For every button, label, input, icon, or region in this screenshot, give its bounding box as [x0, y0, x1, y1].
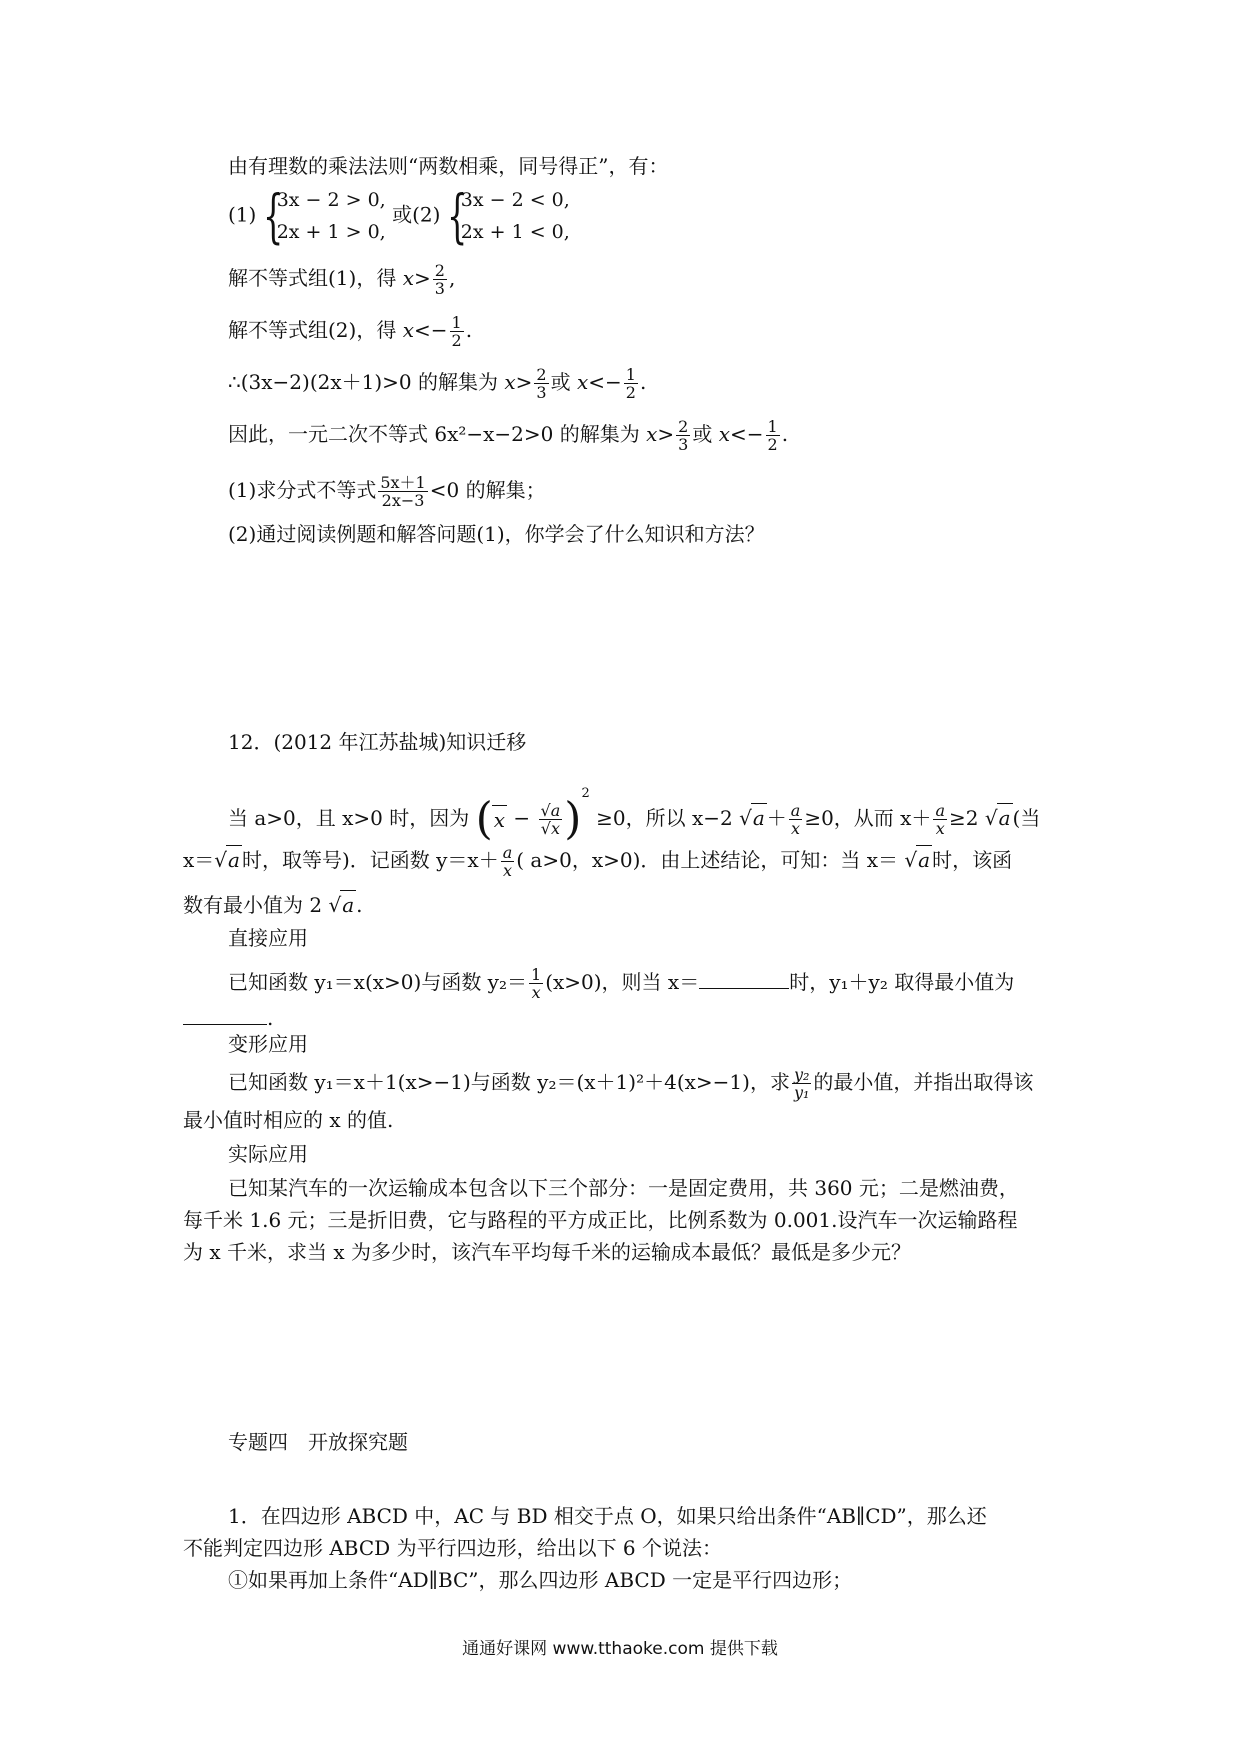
- topic4-q1-line3: ①如果再加上条件“AD∥BC”，那么四边形 ABCD 一定是平行四边形；: [228, 1568, 853, 1592]
- practical-line-3: 为 x 千米，求当 x 为多少时，该汽车平均每千米的运输成本最低？最低是多少元？: [183, 1240, 911, 1264]
- transform-line-1: 已知函数 y₁＝x＋1(x>−1)与函数 y₂＝(x＋1)²＋4(x>−1)，求 $\frac{\text{y₂}}{\text{y₁}}$ 的最小值，并指出取得该: [228, 1065, 1034, 1102]
- topic4-title: 专题四 开放探究题: [228, 1430, 408, 1454]
- hence-text: 因此，一元二次不等式 6x²−x−2>0 的解集为: [228, 422, 640, 446]
- question-1: [228, 474, 546, 509]
- section-direct: 直接应用: [228, 926, 308, 950]
- intro-line: 由有理数的乘法法则“两数相乘，同号得正”，有：: [228, 154, 669, 178]
- section-transform: 变形应用: [228, 1032, 308, 1056]
- solve1-text: 解不等式组(1)，得: [228, 266, 397, 290]
- fraction-1-2: $\frac{1}{2}$: [451, 313, 462, 350]
- inequality-systems: [228, 184, 570, 248]
- fraction-sqrt-a-over-sqrt-x: $\frac{√a}{√x}$: [540, 801, 561, 838]
- solve-line-2: 解不等式组(2)，得 x<− $\frac{1}{2}$ .: [228, 313, 473, 350]
- fraction-2-3: $\frac{2}{3}$: [434, 261, 445, 298]
- therefore-text: ∴(3x−2)(2x＋1)>0 的解集为: [228, 370, 498, 394]
- q1-prefix: (1)求分式不等式: [228, 478, 377, 502]
- paren-open: (: [475, 793, 493, 845]
- p12-line-2: x＝√a 时，取等号)．记函数 y＝x＋ $\frac{a}{x}$ ( a>0，x>0)．由上述结论，可知：当 x＝ √a 时，该函: [183, 843, 1013, 880]
- problem12-title: 12．(2012 年江苏盐城)知识迁移: [228, 730, 527, 754]
- practical-line-2: 每千米 1.6 元；三是折旧费，它与路程的平方成正比，比例系数为 0.001.设汽车一次运输路程: [183, 1208, 1018, 1232]
- therefore-line: ∴(3x−2)(2x＋1)>0 的解集为 x> $\frac{2}{3}$ 或 x<− $\frac{1}{2}$ .: [228, 365, 647, 402]
- answer-blank-2[interactable]: [183, 1004, 267, 1025]
- p12-line-3: 数有最小值为 2 √a .: [183, 890, 363, 919]
- solve-line-1: 解不等式组(1)，得 x> $\frac{2}{3}$ ,: [228, 261, 456, 298]
- sqrt-x: x: [492, 805, 507, 834]
- system2-row1: 3x − 2 < 0,: [460, 189, 570, 211]
- solve2-text: 解不等式组(2)，得: [228, 318, 397, 342]
- answer-blank-1[interactable]: [699, 968, 789, 989]
- question-2: (2)通过阅读例题和解答问题(1)，你学会了什么知识和方法？: [228, 522, 765, 546]
- brace-icon: {: [262, 182, 284, 250]
- p12-line-1: 当 a>0，且 x>0 时，因为 (x − $\frac{√a}{√x}$ )$^2$ ≥0，所以 x−2 √a ＋ $\frac{a}{x}$ ≥0，从而 x＋ $\frac{a}{x}$ ≥2 √a (当: [228, 786, 1041, 845]
- hence-line: 因此，一元二次不等式 6x²−x−2>0 的解集为 x> $\frac{2}{3}$ 或 x<− $\frac{1}{2}$ .: [228, 417, 789, 454]
- system-2: [447, 184, 570, 248]
- footer-credit: 通通好课网 www.tthaoke.com 提供下载: [462, 1639, 778, 1659]
- system-1: [263, 184, 386, 248]
- topic4-q1-line2: 不能判定四边形 ABCD 为平行四边形，给出以下 6 个说法：: [183, 1536, 723, 1560]
- system2-row2: 2x + 1 < 0,: [460, 221, 570, 243]
- transform-line-2: 最小值时相应的 x 的值.: [183, 1108, 394, 1132]
- practical-line-1: 已知某汽车的一次运输成本包含以下三个部分：一是固定费用，共 360 元；二是燃油费，: [228, 1176, 1019, 1200]
- direct-line-1: 已知函数 y₁＝x(x>0)与函数 y₂＝ $\frac{1}{x}$ (x>0)，则当 x＝ 时，y₁＋y₂ 取得最小值为: [228, 965, 1015, 1002]
- topic4-q1-line1: 1．在四边形 ABCD 中，AC 与 BD 相交于点 O，如果只给出条件“AB∥CD”，那么还: [228, 1504, 987, 1528]
- system1-label: (1): [228, 202, 257, 227]
- fraction-q1: $\frac{5x+1}{2x-3}$: [380, 473, 426, 510]
- paren-close: ): [564, 793, 582, 845]
- direct-line-2: .: [183, 1004, 273, 1032]
- system2-label: 或(2): [392, 202, 441, 227]
- section-practical: 实际应用: [228, 1142, 308, 1166]
- q1-suffix: <0 的解集；: [429, 478, 546, 502]
- system1-row2: 2x + 1 > 0,: [276, 221, 386, 243]
- brace-icon: {: [446, 182, 468, 250]
- system1-row1: 3x − 2 > 0,: [276, 189, 386, 211]
